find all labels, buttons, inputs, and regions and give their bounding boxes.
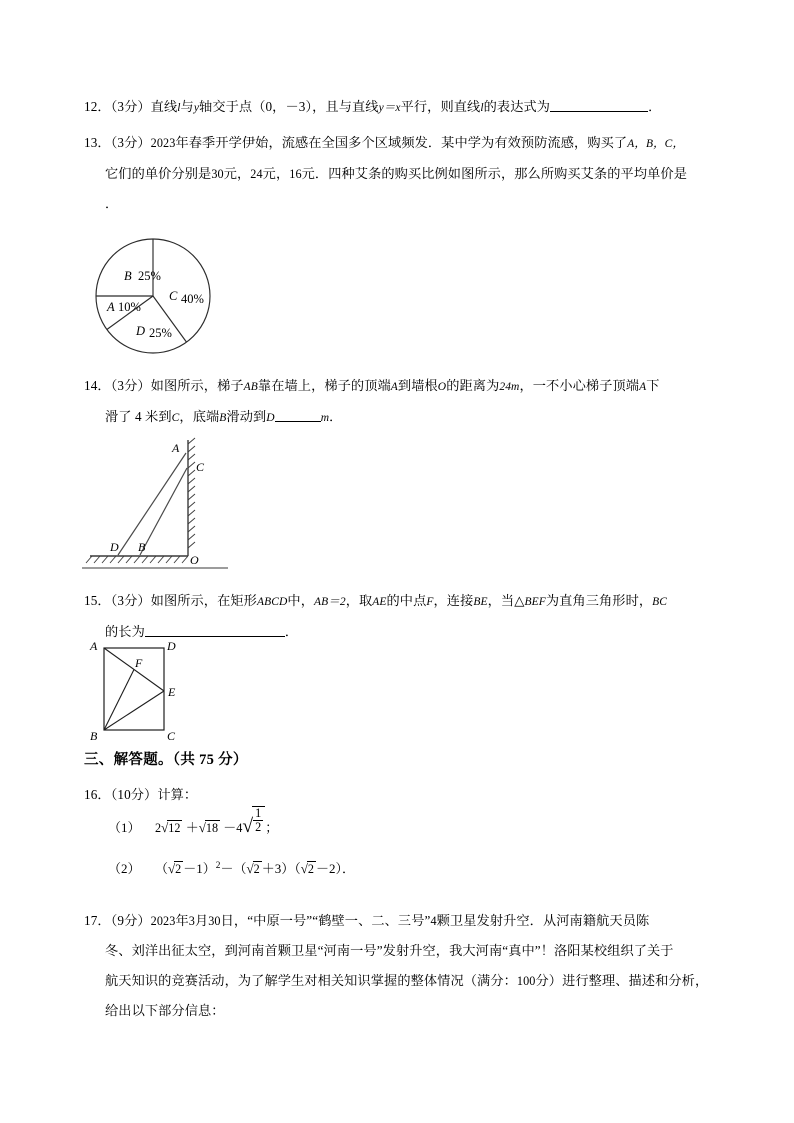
rectangle-figure-svg [76, 636, 211, 744]
q16-item2-open-3: （ [294, 861, 301, 876]
q14-point-o: O [437, 381, 447, 393]
pie-chart-svg [86, 222, 266, 370]
q17-satellite-count: 4 [430, 914, 437, 928]
rect-label-a: A [90, 639, 98, 653]
question-17-line-1 [84, 906, 718, 936]
q14-point-b: B [219, 412, 227, 424]
question-13-line-3 [84, 189, 718, 219]
q15-end-punct: ． [284, 624, 298, 639]
rect-label-d: D [167, 639, 176, 653]
q13-score: （3分） [110, 135, 151, 150]
pie-chart-figure [86, 222, 266, 375]
q16-item1-coef1: 2 [155, 821, 162, 836]
question-16-line-1 [84, 780, 718, 810]
q13-price-3: 16 [289, 167, 302, 181]
pie-label-c: C [169, 289, 178, 303]
question-17-line-3 [84, 966, 718, 996]
q16-item1-op2: － [223, 820, 237, 836]
ladder-label-b: B [138, 540, 146, 554]
q15-seg-ae: AE [372, 596, 387, 608]
q14-line1-a: 如图所示，梯子 [150, 378, 244, 393]
q13-line2-c: 元， [262, 166, 290, 181]
ladder-ab [118, 453, 186, 555]
q16-item2-minus2: －2 [316, 861, 336, 876]
q17-line1-g: 颗卫星发射升空．从河南籍航天员陈 [436, 913, 650, 928]
q13-line2-a: 它们的单价分别是 [105, 166, 212, 181]
q15-seg-be: BE [473, 596, 488, 608]
q13-year: 2023 [150, 136, 176, 150]
q15-line1-a: 如图所示，在矩形 [150, 593, 257, 608]
q16-item2-radical-1: √2 [168, 861, 182, 876]
q16-prompt: 计算： [157, 787, 198, 802]
question-17-line-4: 给出以下部分信息： [105, 1003, 225, 1018]
question-17-line-2: 冬、刘洋出征太空，到河南首颗卫星“河南一号”发射升空，我大河南“真中”！洛阳某校组织了关于 [105, 943, 674, 958]
q16-item1-radicand-1: 12 [168, 820, 181, 835]
q13-line1-text: 年春季开学伊始，流感在全国多个区域频发．某中学为有效预防流感，购买了 [175, 135, 628, 150]
q15-line1-f: ，当△ [487, 593, 525, 608]
q12-answer-blank[interactable] [550, 99, 648, 112]
q14-score: （3分） [110, 378, 151, 393]
q16-item2-close-3: ） [335, 861, 343, 876]
q16-item1-tail: ； [265, 820, 279, 836]
q13-price-1: 30 [211, 167, 224, 181]
q16-item-2 [108, 858, 355, 877]
q12-text-d: 平行，则直线 [400, 99, 481, 114]
q14-line1-c: 到墙根 [397, 378, 438, 393]
q14-distance: 24m [499, 381, 520, 393]
q14-line2-b: ，底端 [179, 409, 220, 424]
q14-line1-d: 的距离为 [446, 378, 500, 393]
pie-label-a-value: 10% [118, 300, 141, 314]
q15-line2-a: 的长为 [105, 624, 145, 639]
q16-item1-op1: ＋ [185, 820, 199, 836]
q16-item1-coef3: 4 [236, 821, 243, 836]
q14-answer-blank[interactable] [275, 410, 321, 422]
q16-item1-frac-top: 1 [255, 806, 262, 820]
ladder-label-c: C [196, 460, 205, 474]
q13-line2-b: 元， [223, 166, 251, 181]
q16-item2-mid: － [220, 861, 234, 876]
q16-item2-radicand-3: 2 [307, 861, 315, 876]
q16-item2-plus3: ＋3 [261, 861, 282, 876]
q15-rect-abcd: ABCD [256, 596, 288, 608]
question-17 [84, 906, 718, 1026]
question-13 [84, 128, 718, 219]
q14-line1-b: 靠在墙上，梯子的顶端 [257, 378, 391, 393]
q16-number: 16． [84, 787, 111, 802]
question-14-line-2 [84, 402, 718, 433]
q12-text-e: 的表达式为 [483, 99, 551, 114]
q17-year: 2023 [150, 914, 176, 928]
question-13-line-2 [84, 159, 718, 189]
q12-var-l2: l [480, 102, 484, 114]
question-14-line-1 [84, 371, 718, 402]
q16-item2-power: 2 [215, 860, 221, 871]
q13-vars: A，B，C， [627, 138, 685, 150]
rect-label-e: E [168, 685, 176, 699]
q16-score: （10分） [110, 787, 158, 802]
q16-item2-tail: ． [342, 861, 356, 876]
pie-label-b: B [124, 269, 132, 283]
q16-item1-radicand-2: 18 [205, 820, 219, 835]
question-12-line-1 [84, 92, 718, 123]
q15-line1-d: 的中点 [386, 593, 427, 608]
question-14 [84, 371, 718, 433]
q12-var-l1: l [177, 102, 181, 114]
q16-item-1 [108, 806, 279, 840]
pie-label-d: D [136, 324, 146, 338]
q15-score: （3分） [110, 593, 151, 608]
q16-item2-radicand-2: 2 [253, 861, 260, 876]
q15-ab-eq: AB＝2 [313, 596, 346, 608]
q14-point-a: A [390, 381, 398, 393]
pie-label-b-value: 25% [138, 269, 161, 283]
q16-item1-radicand-3 [252, 806, 265, 834]
q16-item1-label: （1） [108, 820, 141, 836]
q14-number: 14． [84, 378, 111, 393]
q14-line1-f: 下 [646, 378, 660, 393]
q16-item1-radical-2: √18 [198, 820, 219, 836]
q14-line2-a: 滑了 4 米到 [105, 409, 172, 424]
q16-item1-frac-bot: 2 [255, 819, 262, 834]
q16-item2-radical-2: √2 [246, 861, 260, 876]
q14-point-d: D [266, 412, 275, 424]
q17-day: 30 [208, 914, 221, 928]
q15-tri-bef: BEF [524, 596, 546, 608]
ladder-label-o: O [190, 553, 199, 567]
q16-item2-minus1: －1 [183, 861, 203, 876]
q15-line1-c: ，取 [345, 593, 373, 608]
q14-seg-ab: AB [243, 381, 258, 393]
q17-month: 3 [188, 914, 195, 928]
q16-item1-radical-3: √ $\frac{1}{2}$ [242, 812, 265, 840]
q17-line3-c: 分）进行整理、描述和分析， [535, 973, 709, 988]
q16-item2-close-1: ） [202, 861, 216, 876]
q16-item2-open-1: （ [155, 861, 169, 876]
q14-end-punct: ． [329, 409, 343, 424]
ladder-figure-svg [76, 434, 236, 582]
rect-label-c: C [167, 729, 176, 743]
rectangle-figure [76, 636, 211, 749]
segment-bf [104, 670, 134, 731]
q13-end-punct: ． [105, 196, 119, 211]
q17-number: 17． [84, 913, 111, 928]
rect-label-f: F [135, 656, 143, 670]
q17-line1-e: 日，“中原一号”“鹤壁一、二、三号” [220, 913, 431, 928]
q13-line2-d: 元．四种艾条的购买比例如图所示，那么所购买艾条的平均单价是 [301, 166, 687, 181]
question-16 [84, 780, 718, 810]
q14-point-c: C [171, 412, 180, 424]
q12-end-punct: ． [648, 99, 662, 114]
question-12 [84, 92, 718, 123]
q17-line3-a: 航天知识的竞赛活动，为了解学生对相关知识掌握的整体情况（满分： [105, 973, 517, 988]
q12-number: 12． [84, 99, 111, 114]
ladder-figure [76, 434, 236, 587]
q16-item2-radical-3: √2 [300, 861, 315, 876]
ground-hatching [86, 556, 188, 563]
q13-price-2: 24 [250, 167, 263, 181]
q12-text-a: 直线 [150, 99, 178, 114]
segment-be [104, 691, 164, 730]
ladder-label-a: A [172, 441, 180, 455]
q12-text-c: 轴交于点（0，－3），且与直线 [199, 99, 379, 114]
q12-equation-yx: y＝x [378, 102, 401, 114]
q15-line1-b: 中， [287, 593, 314, 608]
pie-label-d-value: 25% [149, 326, 172, 340]
pie-label-a: A [107, 300, 115, 314]
q12-var-y: y [193, 102, 200, 114]
q13-number: 13． [84, 135, 111, 150]
q16-item2-close-2: ） [281, 861, 295, 876]
q14-line2-c: 滑动到 [226, 409, 267, 424]
question-13-line-1 [84, 128, 718, 159]
q17-line1-b: 年 [175, 913, 189, 928]
q15-line1-e: ，连接 [433, 593, 474, 608]
q15-line1-g: 为直角三角形时， [545, 593, 653, 608]
q12-score: （3分） [110, 99, 151, 114]
q16-item2-radicand-1: 2 [175, 861, 182, 876]
q15-seg-bc: BC [652, 596, 668, 608]
q16-item1-radical-1: √12 [161, 820, 181, 836]
q15-number: 15． [84, 593, 111, 608]
q12-text-b: 与 [180, 99, 194, 114]
rectangle-abcd [104, 648, 164, 730]
q17-score: （9分） [110, 913, 151, 928]
q14-unit: m [320, 412, 330, 424]
rect-label-b: B [90, 729, 98, 743]
q17-line1-c: 月 [194, 913, 209, 928]
q14-line1-e: ，一不小心梯子顶端 [519, 378, 640, 393]
section-header-3: 三、解答题。（共 75 分） [84, 752, 248, 768]
q14-point-a2: A [639, 381, 647, 393]
q17-full-score: 100 [516, 974, 536, 988]
ladder-label-d: D [110, 540, 119, 554]
pie-label-c-value: 40% [181, 292, 204, 306]
q15-point-f: F [426, 596, 434, 608]
wall-hatching [188, 438, 195, 548]
q16-item2-label: （2） [108, 861, 141, 876]
q16-item2-open-2: （ [233, 861, 247, 876]
question-15-line-1 [84, 586, 718, 617]
